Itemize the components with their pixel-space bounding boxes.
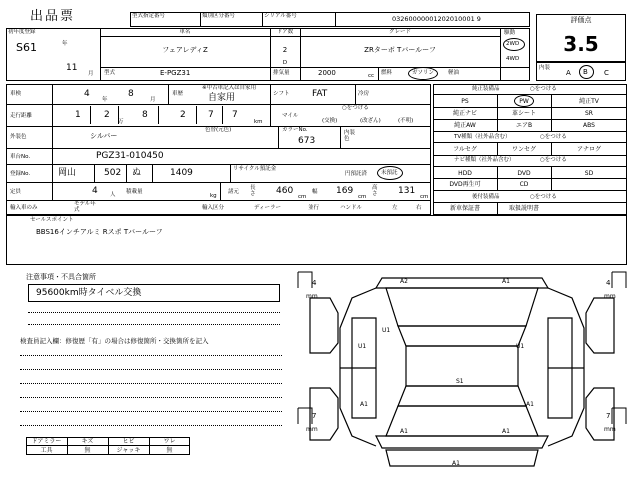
plate-number: 1409 bbox=[170, 168, 193, 178]
mm-unit: mm bbox=[604, 293, 616, 300]
model-year-label: モデル年式 bbox=[74, 201, 96, 213]
manual: 取扱説明書 bbox=[508, 205, 539, 212]
tv-fullseg: フルセグ bbox=[453, 146, 477, 153]
doors-value: 2 bbox=[282, 46, 288, 54]
equip-navi: 純正ナビ bbox=[452, 110, 477, 117]
warranty: 新車保証書 bbox=[449, 205, 480, 212]
shift: FAT bbox=[312, 89, 328, 99]
load-label: 積載量 bbox=[126, 189, 143, 195]
model-type: E-PGZ31 bbox=[160, 69, 191, 77]
equip-abs: ABS bbox=[583, 122, 595, 129]
recycle-unpaid: 未預託 bbox=[381, 170, 398, 176]
legend-value: 無 bbox=[84, 447, 91, 454]
import-label: 輸入車のみ bbox=[10, 205, 38, 211]
inspection-label: 車検 bbox=[10, 91, 22, 97]
tire-depth-rr: 7 bbox=[606, 412, 611, 420]
equip-pw: PW bbox=[519, 98, 529, 105]
equip-sr: SR bbox=[585, 110, 593, 117]
mileage-digit: 7 bbox=[208, 110, 214, 120]
damage-mark-a1: A1 bbox=[452, 460, 460, 467]
meter-option: (改ざん) bbox=[360, 118, 381, 124]
length-label: 長さ bbox=[250, 185, 256, 197]
plate-label: 登録No. bbox=[10, 171, 31, 177]
interior-c: C bbox=[604, 69, 609, 77]
serial-value: 03260000001202010001 9 bbox=[392, 15, 481, 23]
width-label: 幅 bbox=[312, 189, 318, 195]
ext-color: シルバー bbox=[90, 132, 118, 140]
notes-text: 95600km時タイベル交換 bbox=[36, 288, 142, 298]
damage-mark-u1: U1 bbox=[358, 343, 367, 350]
interior-a: A bbox=[566, 69, 571, 77]
damage-mark-a1: A1 bbox=[502, 278, 510, 285]
mm-unit: mm bbox=[306, 293, 318, 300]
year-suffix: 年 bbox=[62, 41, 68, 47]
damage-mark-u1: U1 bbox=[382, 327, 391, 334]
handle-label: ハンドル bbox=[340, 205, 363, 211]
cm-unit: cm bbox=[298, 194, 307, 200]
interior-label: 内装 bbox=[539, 65, 551, 71]
grade-label: 評価点 bbox=[570, 16, 592, 24]
first-reg-month: 11 bbox=[66, 63, 78, 73]
load-unit: kg bbox=[210, 193, 217, 199]
post-equip-note: ○をつける bbox=[530, 194, 557, 200]
first-reg-label: 初年度登録 bbox=[8, 29, 36, 35]
legend-value: 工具 bbox=[40, 447, 53, 454]
cd: CD bbox=[519, 181, 529, 188]
doors-label: ドア数 bbox=[276, 29, 294, 35]
tire-depth-fl: 4 bbox=[312, 279, 317, 287]
legend-value: ジャッキ bbox=[116, 447, 141, 454]
recycle-paid-label: 円預託済 bbox=[345, 171, 368, 177]
inspection-year-suffix: 年 bbox=[102, 97, 108, 103]
length: 460 bbox=[276, 186, 294, 196]
mileage-digit: 2 bbox=[104, 110, 110, 120]
tire-depth-fr: 4 bbox=[606, 279, 611, 287]
post-equip-title: 後付装備品 bbox=[472, 194, 500, 200]
car-damage-diagram bbox=[290, 268, 635, 478]
navi-title: ナビ種類（社外品含む） bbox=[454, 157, 515, 163]
form-title: 出品票 bbox=[30, 9, 76, 24]
handle-right: 右 bbox=[416, 205, 422, 211]
vehicle-name-label: 車名 bbox=[179, 29, 191, 35]
plate-class: 502 bbox=[104, 168, 122, 178]
interior-b: B bbox=[583, 68, 588, 76]
damage-mark-a1: A1 bbox=[526, 401, 534, 408]
mm-unit: mm bbox=[306, 426, 318, 433]
grade-value: 3.5 bbox=[563, 32, 599, 56]
color-change-label: 色替(元色) bbox=[205, 127, 232, 133]
navi-hdd: HDD bbox=[458, 170, 472, 177]
equip-airbag: エアB bbox=[515, 122, 533, 129]
equipment-title: 純正装備品 bbox=[472, 86, 500, 92]
legend-header: ヒビ bbox=[122, 438, 135, 445]
chassis-label: 車台No. bbox=[10, 154, 31, 160]
capacity-unit: 人 bbox=[110, 192, 116, 198]
navi-note: ○をつける bbox=[540, 157, 567, 163]
meter-option: (交換) bbox=[322, 118, 338, 124]
legend-value: 無 bbox=[166, 447, 173, 454]
equip-tv: 純正TV bbox=[579, 98, 599, 105]
parallel: 並行 bbox=[308, 205, 320, 211]
inspection-month: 8 bbox=[128, 89, 134, 99]
recycle-label: リサイクル預託金 bbox=[233, 166, 277, 172]
displacement: 2000 bbox=[318, 69, 336, 77]
fuel-diesel: 軽油 bbox=[448, 70, 460, 76]
sales-point-box bbox=[6, 215, 627, 265]
inspector-title: 検査員記入欄：修復歴「有」の場合は修復箇所・交換箇所を記入 bbox=[20, 337, 209, 345]
car-history-label: 車歴 bbox=[172, 91, 184, 97]
handle-left: 左 bbox=[392, 205, 398, 211]
plate-kana: ぬ bbox=[132, 168, 142, 178]
color-code: 673 bbox=[298, 136, 316, 146]
fuel-gas: ガソリン bbox=[412, 70, 435, 76]
tv-analog: アナログ bbox=[576, 146, 601, 153]
damage-mark-s1: S1 bbox=[456, 378, 464, 385]
chassis: PGZ31-010450 bbox=[96, 151, 164, 161]
dealer: ディーラー bbox=[254, 205, 282, 211]
import-class-label: 輸入区分 bbox=[202, 205, 225, 211]
sales-point-text: BBS16インチアルミ Rスポ Tバールーフ bbox=[36, 228, 163, 236]
inspection-month-suffix: 月 bbox=[150, 97, 156, 103]
legend-header: キズ bbox=[81, 438, 94, 445]
class-number-label: 類別区分番号 bbox=[202, 13, 236, 19]
cm-unit: cm bbox=[358, 194, 367, 200]
equip-aw: 純正AW bbox=[454, 122, 476, 129]
dims-label: 諸元 bbox=[228, 189, 240, 195]
man-unit: 万 bbox=[118, 119, 124, 125]
doors-sub: D bbox=[282, 60, 288, 66]
cc-unit: cc bbox=[368, 73, 375, 79]
ac-note: ○をつける bbox=[342, 105, 369, 111]
height-label: 高さ bbox=[372, 185, 378, 197]
model-type-label: 型式 bbox=[104, 70, 116, 76]
mileage-digit: 8 bbox=[142, 110, 148, 120]
month-suffix: 月 bbox=[88, 71, 94, 77]
km-unit: km bbox=[254, 119, 263, 125]
tv-title: TV種類（社外品含む） bbox=[454, 134, 511, 140]
usage: 自家用 bbox=[208, 93, 236, 103]
ac-label: 冷房 bbox=[358, 91, 370, 97]
auth-number-label: 型式指定番号 bbox=[132, 13, 166, 19]
mileage-digit: 2 bbox=[180, 110, 186, 120]
tire-depth-rl: 7 bbox=[312, 412, 317, 420]
cm-unit: cm bbox=[420, 194, 429, 200]
first-reg-year: S61 bbox=[16, 41, 37, 54]
capacity-label: 定員 bbox=[10, 189, 22, 195]
damage-mark-a1: A1 bbox=[502, 428, 510, 435]
damage-mark-a1: A1 bbox=[360, 401, 368, 408]
equip-leather: 革シート bbox=[511, 110, 536, 117]
navi-sd: SD bbox=[584, 170, 594, 177]
grade-name: ZRターボ Tバールーフ bbox=[364, 46, 436, 54]
height: 131 bbox=[398, 186, 416, 196]
dvd-playable: DVD再生可 bbox=[449, 181, 481, 188]
drive-2wd: 2WD bbox=[506, 41, 520, 47]
damage-mark-a2: A2 bbox=[400, 278, 408, 285]
interior-color-label: 内装色 bbox=[344, 130, 356, 142]
tv-note: ○をつける bbox=[540, 134, 567, 140]
capacity: 4 bbox=[92, 186, 98, 196]
mm-unit: mm bbox=[604, 426, 616, 433]
ext-color-label: 外装色 bbox=[10, 134, 27, 140]
equip-ps: PS bbox=[461, 98, 469, 105]
sales-point-label: セールスポイント bbox=[30, 217, 74, 223]
displacement-label: 排気量 bbox=[273, 70, 290, 76]
meter-label: マイル bbox=[282, 113, 299, 119]
inspection-year: 4 bbox=[84, 89, 90, 99]
fuel-label: 燃料 bbox=[381, 70, 393, 76]
width: 169 bbox=[336, 186, 354, 196]
drive-label: 駆動 bbox=[504, 30, 516, 36]
damage-mark-u1: U1 bbox=[516, 343, 525, 350]
serial-label: シリアル番号 bbox=[264, 13, 297, 19]
equipment-note: ○をつける bbox=[530, 86, 557, 92]
legend-header: ワレ bbox=[163, 438, 176, 445]
plate-region: 岡山 bbox=[58, 168, 77, 178]
color-code-label: カラーNo. bbox=[282, 127, 308, 133]
meter-option: (不明) bbox=[398, 118, 414, 124]
notes-title: 注意事項・不具合箇所 bbox=[26, 273, 96, 281]
damage-mark-a1: A1 bbox=[400, 428, 408, 435]
vehicle-name: フェアレディZ bbox=[162, 46, 208, 54]
shift-label: シフト bbox=[273, 91, 290, 97]
legend-header: ドアミラー bbox=[31, 438, 62, 445]
mileage-label: 走行距離 bbox=[10, 113, 33, 119]
tv-oneseg: ワンセグ bbox=[511, 146, 536, 153]
drive-4wd: 4WD bbox=[506, 56, 520, 62]
mileage-digit: 7 bbox=[232, 110, 238, 120]
navi-dvd: DVD bbox=[517, 170, 531, 177]
mileage-digit: 1 bbox=[75, 110, 81, 120]
usage-note: ※中古車記入は自家用 bbox=[202, 85, 257, 91]
grade-name-label: グレード bbox=[388, 29, 411, 35]
